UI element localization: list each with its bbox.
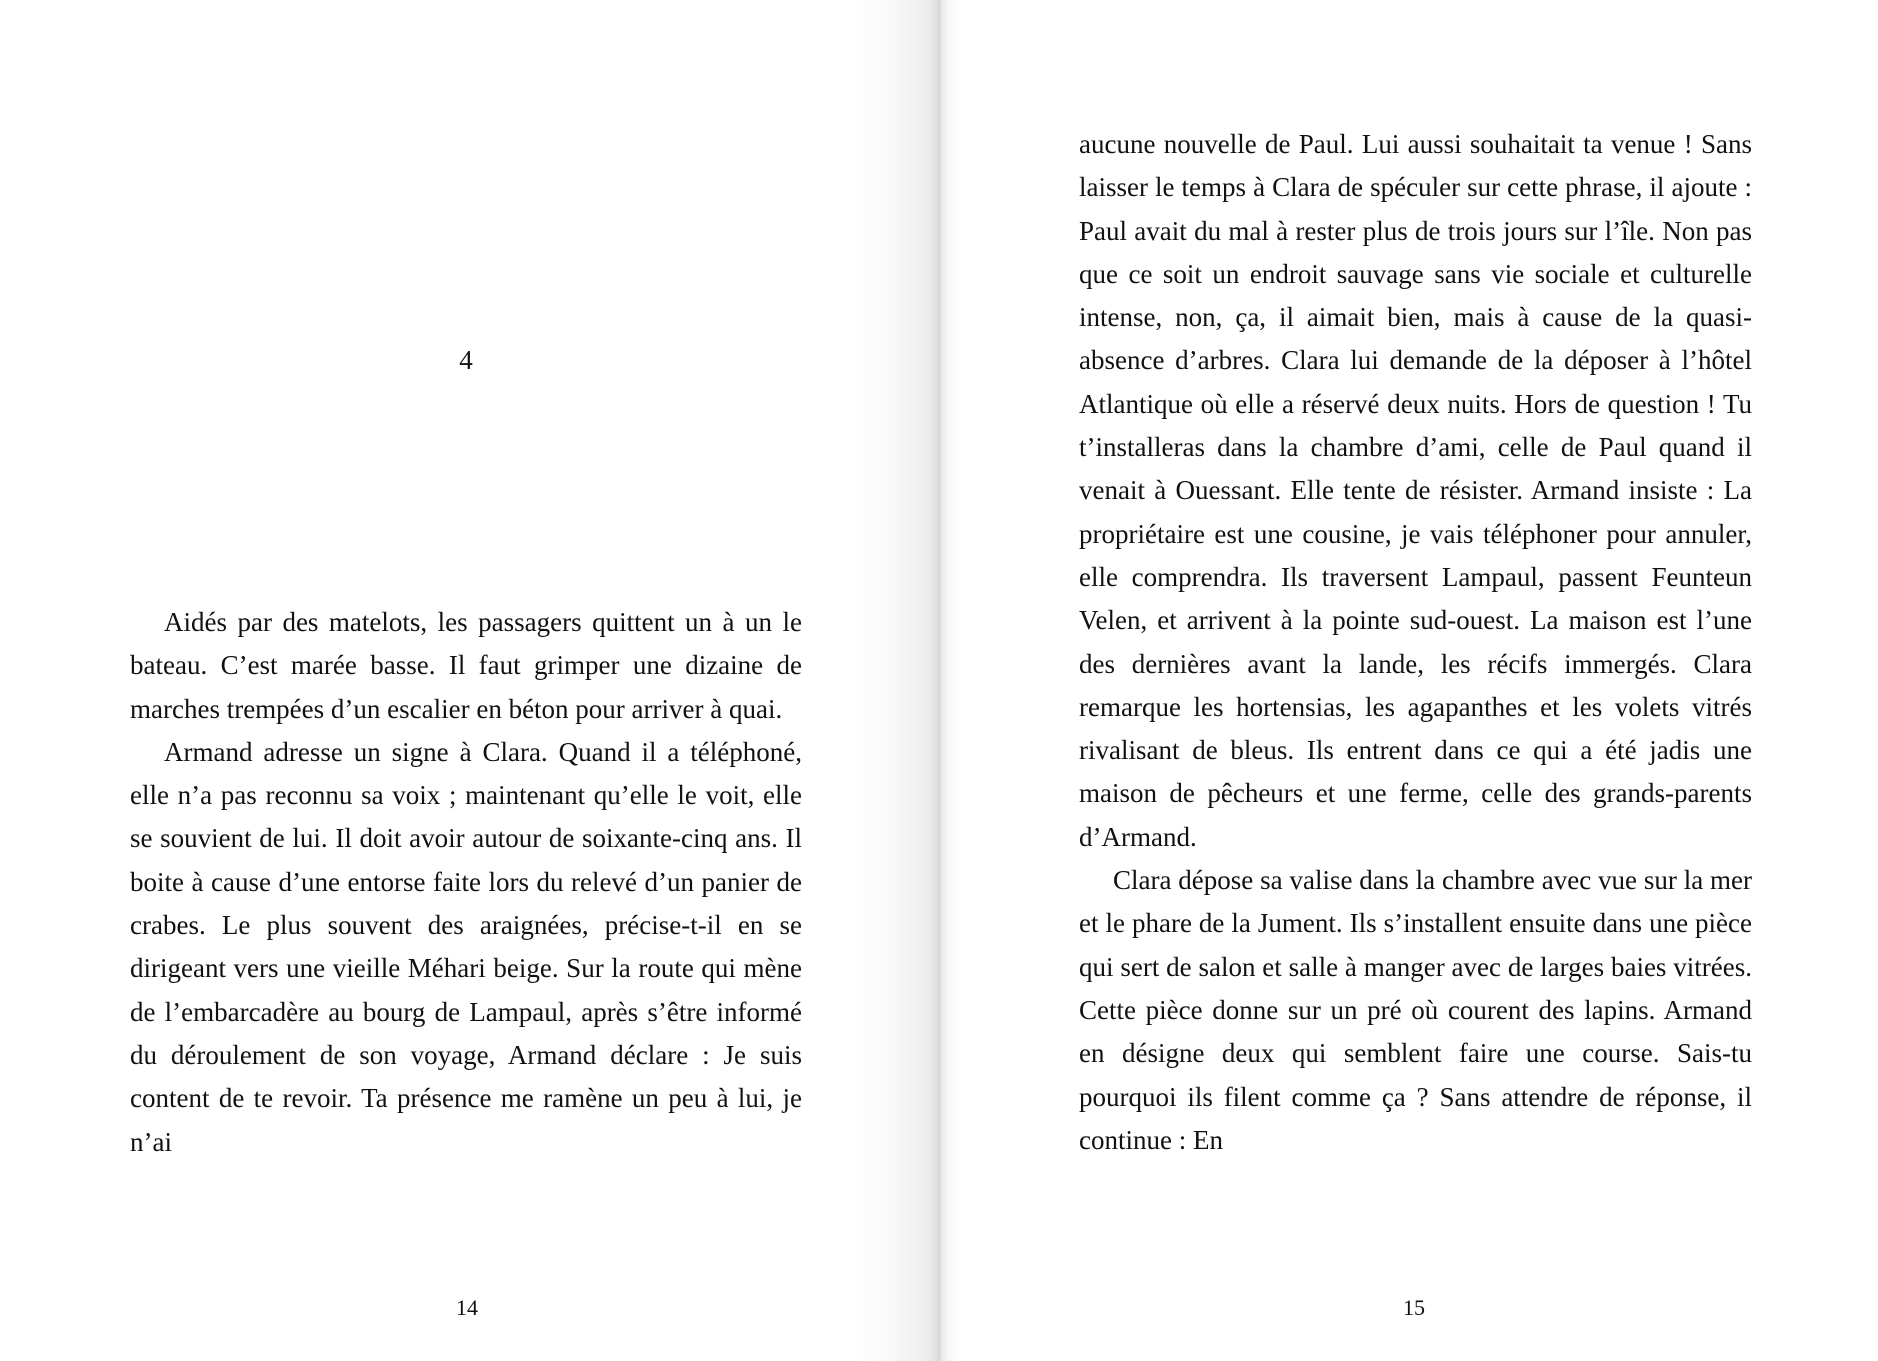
left-page-text [130,601,802,1164]
paragraph: Aidés par des matelots, les passagers quittent un à un le bateau. C’est marée basse. Il faut grimper une dizaine de marches trempées d’un escalier en béton pour arriver à quai. [130,607,802,724]
paragraph: Armand adresse un signe à Clara. Quand il a téléphoné, elle n’a pas reconnu sa voix ; maintenant qu’elle le voit, elle se souvient de lui. Il doit avoir autour de soixante-cinq ans. Il boite à cause d’une entorse faite lors du relevé d’un panier de crabes. Le plus souvent des araignées, précise-t-il en se dirigeant vers une vieille Méhari beige. Sur la route qui mène de l’embarcadère au bourg de Lampaul, après s’être informé du déroulement de son voyage, Armand déclare : Je suis content de te revoir. Ta présence me ramène un peu à lui, je n’ai [130,736,802,1157]
page-number-left: 14 [456,1295,478,1320]
chapter-number: 4 [459,345,473,375]
paragraph: Clara dépose sa valise dans la chambre avec vue sur la mer et le phare de la Jument. Ils s’installent ensuite dans une pièce qui sert de salon et salle à manger avec de larges baies vitrées. Cette pièce donne sur un pré où courent des lapins. Armand en désigne deux qui semblent faire une course. Sais-tu pourquoi ils filent comme ça ? Sans attendre de réponse, il continue : En [1079,865,1752,1155]
right-page-text [1079,123,1752,1162]
paragraph: aucune nouvelle de Paul. Lui aussi souhaitait ta venue ! Sans laisser le temps à Clara de spéculer sur cette phrase, il ajoute : Paul avait du mal à rester plus de trois jours sur l’île. Non pas que ce soit un endroit sauvage sans vie sociale et culturelle intense, non, ça, il aimait bien, mais à cause de la quasi-absence d’arbres. Clara lui demande de la déposer à l’hôtel Atlantique où elle a réservé deux nuits. Hors de question ! Tu t’installeras dans la chambre d’ami, celle de Paul quand il venait à Ouessant. Elle tente de résister. Armand insiste : La propriétaire est une cousine, je vais téléphoner pour annuler, elle comprendra. Ils traversent Lampaul, passent Feunteun Velen, et arrivent à la pointe sud-ouest. La maison est l’une des dernières avant la lande, les récifs immergés. Clara remarque les hortensias, les agapanthes et les volets vitrés rivalisant de bleus. Ils entrent dans ce qui a été jadis une maison de pêcheurs et une ferme, celle des grands-parents d’Armand. [1079,129,1752,852]
page-number-right: 15 [1403,1295,1425,1320]
